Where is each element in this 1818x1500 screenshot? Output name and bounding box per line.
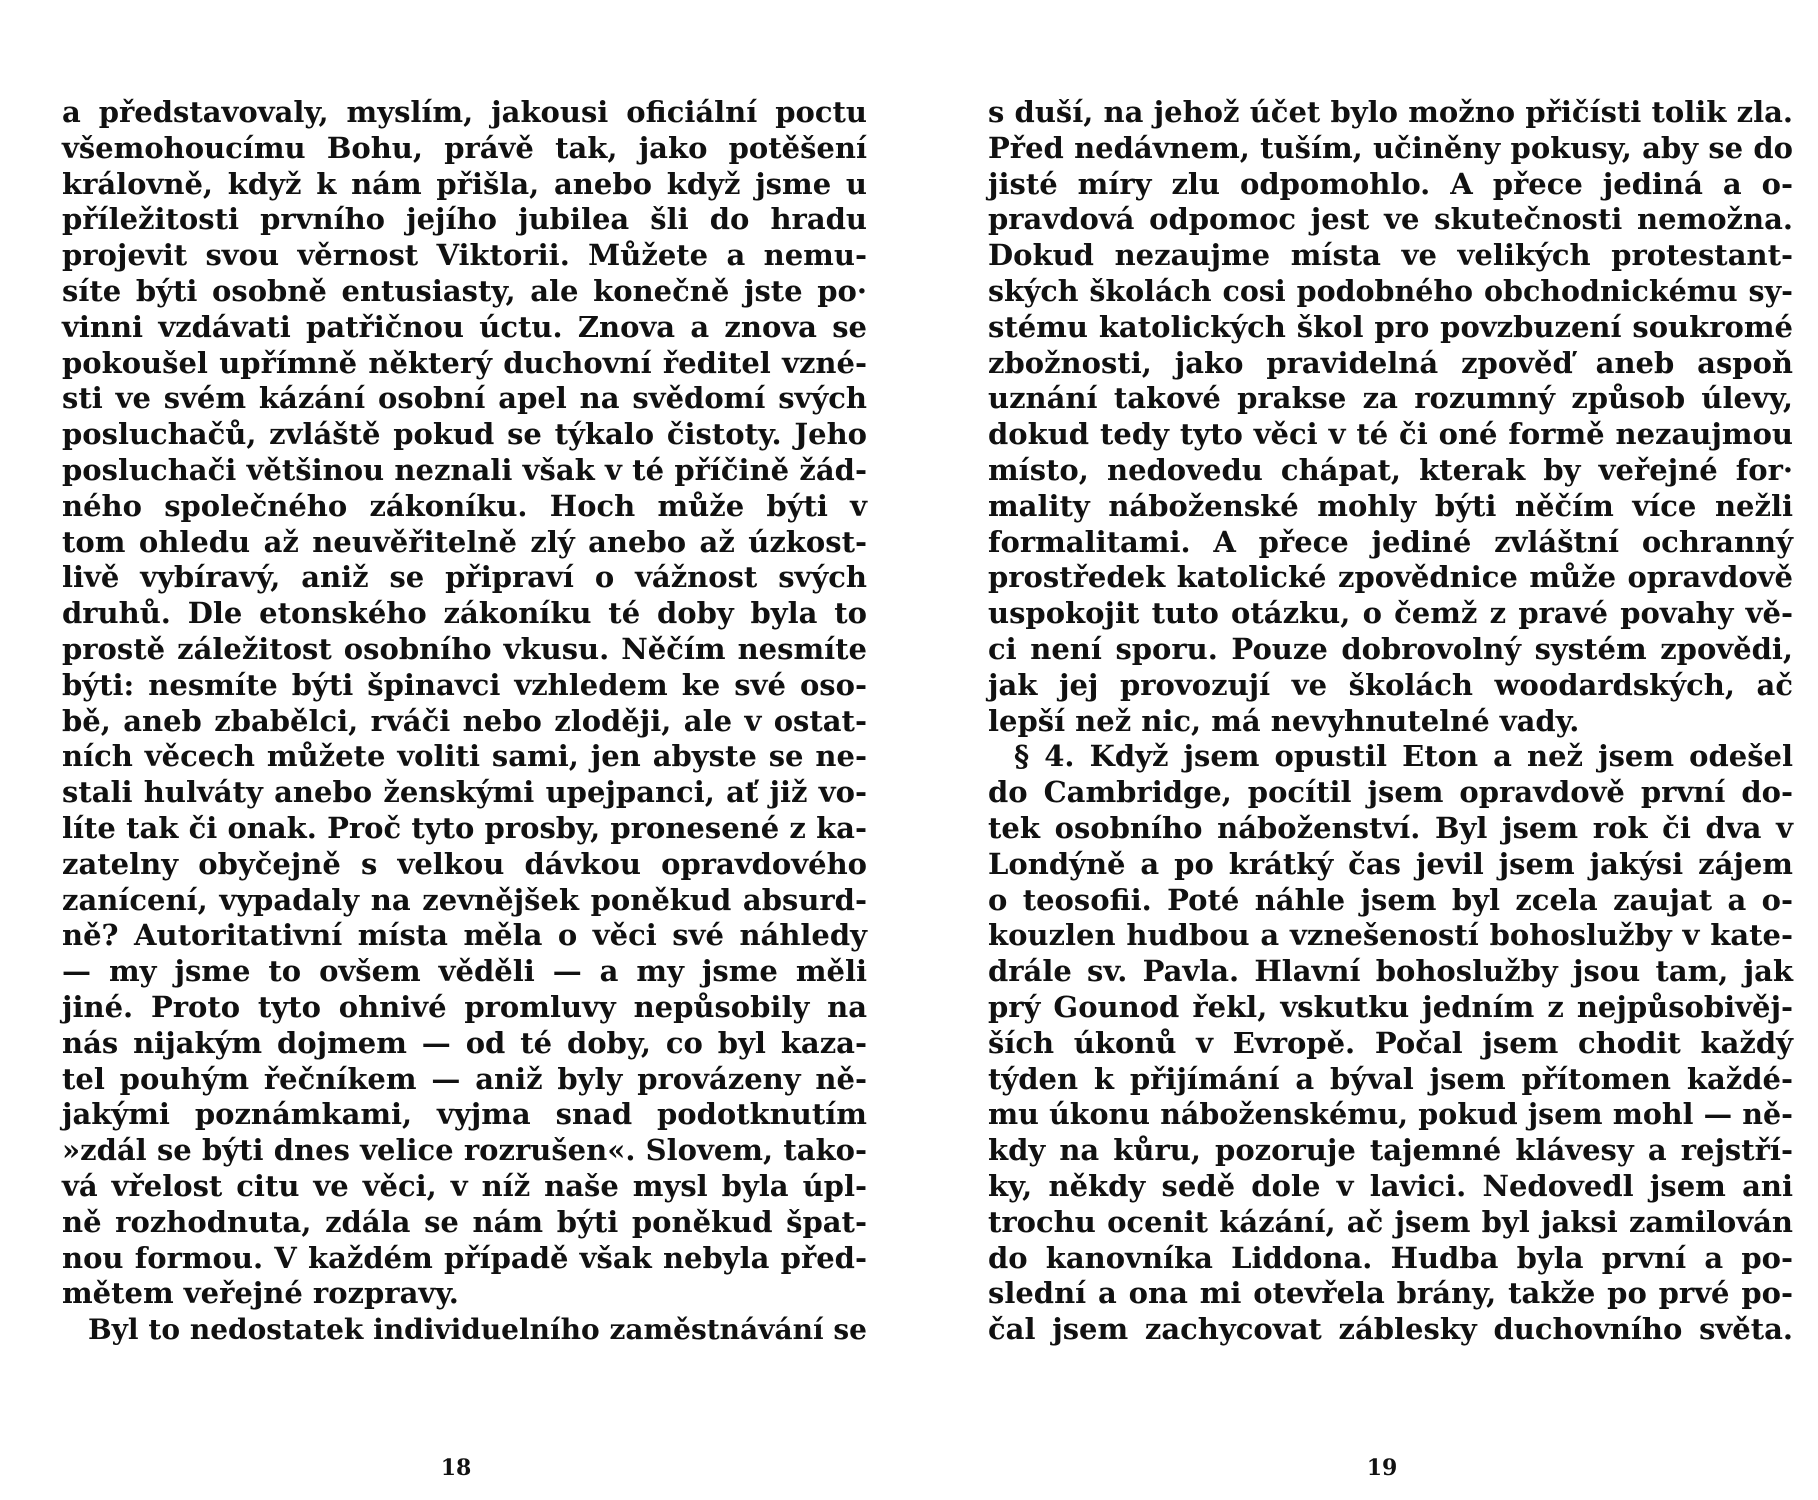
text-line: nou formou. V každém případě však nebyla před- [62,1240,867,1275]
right-page-number: 19 [1366,1455,1398,1481]
text-line: kdy na kůru, pozoruje tajemné klávesy a rejstří- [988,1133,1793,1168]
text-line: projevit svou věrnost Viktorii. Můžete a nemu- [62,238,867,273]
text-line: ně? Autoritativní místa měla o věci své náhledy [62,918,867,953]
text-line: trochu ocenit kázání, ač jsem byl jaksi zamilován [988,1204,1793,1239]
text-line: vá vřelost citu ve věci, v níž naše mysl byla úpl- [62,1168,867,1203]
left-page-number: 18 [440,1455,472,1481]
text-line: tom ohledu až neuvěřitelně zlý anebo až úzkost- [62,524,867,559]
text-line: mětem veřejné rozpravy. [62,1276,459,1311]
text-line: ně rozhodnuta, zdála se nám býti poněkud špat- [62,1204,867,1239]
text-line: mu úkonu náboženskému, pokud jsem mohl — ně- [988,1097,1793,1132]
text-line: slední a ona mi otevřela brány, takže po prvé po- [988,1276,1793,1311]
text-line: ného společného zákoníku. Hoch může býti v [62,488,867,523]
text-line: nás nijakým dojmem — od té doby, co byl kaza- [62,1025,867,1060]
text-line: dokud tedy tyto věci v té či oné formě nezaujmou [988,417,1793,452]
text-line: jak jej provozují ve školách woodardských, ač [988,667,1793,702]
text-line: stému katolických škol pro povzbuzení soukromé [988,309,1793,344]
text-line: týden k přijímání a býval jsem přítomen každé- [988,1061,1793,1096]
text-line: lepší než nic, má nevyhnutelné vady. [988,703,1580,738]
text-line: kouzlen hudbou a vznešeností bohoslužby v kate- [988,918,1793,953]
text-line: mality náboženské mohly býti něčím více nežli [988,488,1793,523]
text-line: býti: nesmíte býti špinavci vzhledem ke své oso- [62,667,867,702]
text-line: do Cambridge, pocítil jsem opravdově první do- [988,775,1793,810]
text-line: »zdál se býti dnes velice rozrušen«. Slovem, tako- [62,1133,867,1168]
text-line: tek osobního náboženství. Byl jsem rok či dva v [988,810,1793,845]
text-line: Byl to nedostatek individuelního zaměstnávání se [88,1313,867,1347]
text-line: jakými poznámkami, vyjma snad podotknutím [62,1097,867,1132]
text-line: příležitosti prvního jejího jubilea šli do hradu [62,202,867,237]
text-line: § 4. Když jsem opustil Eton a než jsem odešel [1014,739,1793,774]
text-line: a představovaly, myslím, jakousi oficiální poctu [62,95,867,129]
text-line: Londýně a po krátký čas jevil jsem jakýsi zájem [988,846,1793,881]
text-line: druhů. Dle etonského zákoníku té doby byla to [62,596,867,631]
text-line: posluchači většinou neznali však v té příčině žád- [62,452,867,487]
text-line: uznání takové prakse za rozumný způsob úlevy, [988,381,1793,416]
text-line: líte tak či onak. Proč tyto prosby, pronesené z ka- [62,810,867,845]
text-line: královně, když k nám přišla, anebo když jsme u [62,166,867,201]
text-line: do kanovníka Liddona. Hudba byla první a po- [988,1240,1793,1275]
text-line: s duší, na jehož účet bylo možno přičísti tolik zla. [988,95,1793,129]
text-line: ních věcech můžete voliti sami, jen abyste se ne- [62,739,867,774]
text-line: všemohoucímu Bohu, právě tak, jako potěšení [62,130,867,165]
text-line: pokoušel upřímně některý duchovní ředitel vzné- [62,345,867,380]
right-page-text [988,95,1793,1348]
text-line: bě, aneb zbabělci, rváči nebo zloději, ale v ostat- [62,703,867,738]
left-page-text [62,95,867,1348]
text-line: zbožnosti, jako pravidelná zpověď aneb aspoň [988,345,1793,380]
text-line: ších úkonů v Evropě. Počal jsem chodit každý [988,1025,1793,1060]
text-line: posluchačů, zvláště pokud se týkalo čistoty. Jeho [62,417,867,452]
text-line: prý Gounod řekl, vskutku jedním z nejpůsobivěj- [988,989,1793,1024]
text-line: čal jsem zachycovat záblesky duchovního světa. [988,1312,1793,1347]
text-line: Před nedávnem, tuším, učiněny pokusy, aby se do [988,130,1793,165]
text-line: vinni vzdávati patřičnou úctu. Znova a znova se [62,309,867,344]
text-line: o teosofii. Poté náhle jsem byl zcela zaujat a o- [988,882,1793,917]
text-line: prostředek katolické zpovědnice může opravdově [988,560,1793,595]
text-line: formalitami. A přece jediné zvláštní ochranný [988,524,1793,559]
text-line: jiné. Proto tyto ohnivé promluvy nepůsobily na [62,989,867,1024]
text-line: místo, nedovedu chápat, kterak by veřejné for· [988,452,1793,487]
text-line: zanícení, vypadaly na zevnějšek poněkud absurd- [62,882,867,917]
text-line: síte býti osobně entusiasty, ale konečně jste po· [62,273,867,308]
text-line: prostě záležitost osobního vkusu. Něčím nesmíte [62,631,867,666]
text-line: ských školách cosi podobného obchodnickému sy- [988,273,1793,308]
text-line: uspokojit tuto otázku, o čemž z pravé povahy vě- [988,596,1793,631]
text-line: zatelny obyčejně s velkou dávkou opravdového [62,846,867,881]
text-line: drále sv. Pavla. Hlavní bohoslužby jsou tam, jak [988,954,1793,989]
text-line: ky, někdy sedě dole v lavici. Nedovedl jsem ani [988,1168,1793,1203]
text-line: stali hulváty anebo ženskými upejpanci, ať již vo- [62,775,867,810]
text-line: pravdová odpomoc jest ve skutečnosti nemožna. [988,202,1793,237]
text-line: ci není sporu. Pouze dobrovolný systém zpovědi, [988,631,1793,666]
text-line: Dokud nezaujme místa ve velikých protestant- [988,238,1793,273]
text-line: — my jsme to ovšem věděli — a my jsme měli [62,954,867,989]
text-line: jisté míry zlu odpomohlo. A přece jediná a o- [988,166,1793,201]
text-line: livě vybíravý, aniž se připraví o vážnost svých [62,560,867,595]
text-line: sti ve svém kázání osobní apel na svědomí svých [62,381,867,416]
text-line: tel pouhým řečníkem — aniž byly provázeny ně- [62,1061,867,1096]
